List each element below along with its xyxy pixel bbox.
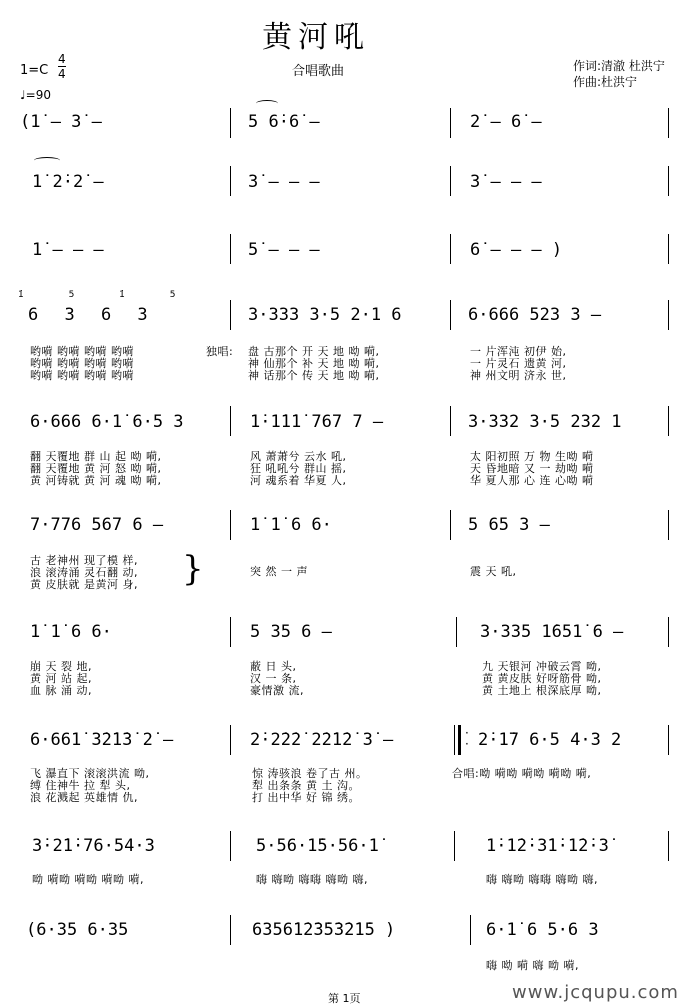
lyricist: 作词:清澈 杜洪宁 <box>573 59 665 73</box>
measure-1-3: 2̇ – 6̇ – <box>470 112 542 132</box>
measure-3-3: 6̇ – – – ) <box>470 240 563 260</box>
measure-6-3: 5 65 3 – <box>468 515 550 535</box>
grace-notes: 1̇ 5 1̇ 5 <box>18 290 197 300</box>
lyrics-block <box>30 346 134 382</box>
lyrics-block <box>482 661 602 697</box>
tempo-marking: ♩=90 <box>20 88 51 102</box>
barline <box>454 831 455 861</box>
barline <box>450 166 451 196</box>
barline <box>230 831 231 861</box>
barline <box>668 831 669 861</box>
meter-top: 4 <box>58 52 66 66</box>
measure-1-1: (1̇ – 3̇ – <box>20 112 102 132</box>
brace-icon: } <box>182 549 204 589</box>
slur <box>34 157 60 164</box>
lyric-line: 黄 皮肤就 是黄河 身, <box>30 578 138 591</box>
lyric-line: 合唱:呦 嗬呦 嗬呦 嗬呦 嗬, <box>452 767 592 780</box>
lyric-line: 哟嗬 哟嗬 哟嗬 哟嗬 <box>30 357 134 370</box>
barline <box>450 406 451 436</box>
lyrics-block <box>250 451 347 487</box>
lyrics-block <box>470 451 593 487</box>
lyric-line: 呦 嗬呦 嗬呦 嗬呦 嗬, <box>32 873 144 886</box>
measure-2-2: 3̇ – – – <box>248 172 320 192</box>
barline <box>668 166 669 196</box>
lyric-line: 太 阳初照 万 物 生呦 嗬 <box>470 450 594 463</box>
measure-4-3: 6·666 523 3 – <box>468 305 602 325</box>
lyric-line: 打 出中华 好 锦 绣。 <box>252 791 360 804</box>
measure-3-2: 5̇ – – – <box>248 240 320 260</box>
credits <box>573 58 665 90</box>
measure-8-3: 2̇·1̇7 6·5 4·3 2 <box>478 730 622 750</box>
lyrics-block <box>252 768 368 804</box>
barline <box>454 725 455 755</box>
barline <box>668 406 669 436</box>
lyric-line: 九 天银河 冲破云霄 呦, <box>482 660 602 673</box>
lyrics-block <box>250 661 304 697</box>
barline <box>230 166 231 196</box>
barline <box>450 510 451 540</box>
lyric-line: 汉 一 条, <box>250 672 297 685</box>
barline <box>450 108 451 138</box>
lyric-line: 盘 古那个 开 天 地 呦 嗬, <box>248 345 380 358</box>
barline <box>668 725 669 755</box>
lyric-line: 惊 涛骇浪 卷了古 州。 <box>252 767 368 780</box>
measure-2-1: 1̇ 2̇·2̇ – <box>32 172 104 192</box>
measure-10-3: 6·1̇ 6 5·6 3 <box>486 920 599 940</box>
lyric-line: 天 昏地暗 又 一 劫呦 嗬 <box>470 462 594 475</box>
measure-9-3: 1̇·1̇2̇·3̇1̇·1̇2̇·3̇ <box>486 836 609 856</box>
lyric-line: 风 萧萧兮 云水 吼, <box>250 450 347 463</box>
measure-8-1: 6·661̇ 3̇2̇1̇3̇ 2̇ – <box>30 730 174 750</box>
measure-8-2: 2̇·2̇2̇2̇ 2̇2̇1̇2̇ 3̇ – <box>250 730 394 750</box>
lyric-line: 狂 吼吼兮 群山 摇, <box>250 462 347 475</box>
repeat-barline <box>458 725 461 755</box>
repeat-dots-icon: · · <box>465 726 469 751</box>
lyric-line: 哟嗬 哟嗬 哟嗬 哟嗬 <box>30 345 134 358</box>
measure-9-1: 3̇·2̇1̇·76·54·3 <box>32 836 155 856</box>
barline <box>668 234 669 264</box>
solo-label: 独唱: <box>206 345 234 358</box>
lyric-line: 浪 花溅起 英雄情 仇, <box>30 791 138 804</box>
barline <box>456 617 457 647</box>
lyric-line: 黄 河 站 起, <box>30 672 92 685</box>
measure-10-1: (6·35 6·35 <box>26 920 129 940</box>
barline <box>230 915 231 945</box>
lyric-line: 豪情激 流, <box>250 684 304 697</box>
lyric-line: 嗨 嗨呦 嗨嗨 嗨呦 嗨, <box>486 873 598 886</box>
lyric-line: 黄 黄皮肤 好呀筋骨 呦, <box>482 672 602 685</box>
measure-7-3: 3·335 1̇651̇ 6 – <box>480 622 624 642</box>
measure-3-1: 1̇ – – – <box>32 240 104 260</box>
barline <box>668 108 669 138</box>
lyrics-block <box>470 346 567 382</box>
measure-6-1: 7·776 567 6 – <box>30 515 164 535</box>
barline <box>470 915 471 945</box>
lyric-line: 一 片浑沌 初伊 始, <box>470 345 567 358</box>
barline <box>230 617 231 647</box>
time-signature <box>58 52 66 81</box>
lyric-line: 突 然 一 声 <box>250 565 308 578</box>
lyric-line: 一 片灵石 遗黄 河, <box>470 357 567 370</box>
barline <box>230 510 231 540</box>
lyric-line: 犁 出条条 黄 土 沟。 <box>252 779 360 792</box>
barline <box>450 300 451 330</box>
meter-bottom: 4 <box>58 67 66 81</box>
lyric-line: 血 脉 涌 动, <box>30 684 92 697</box>
barline <box>230 108 231 138</box>
lyric-line: 古 老神州 现了模 样, <box>30 554 138 567</box>
barline <box>230 406 231 436</box>
lyrics-block <box>30 768 150 804</box>
barline <box>230 234 231 264</box>
lyric-line: 蔽 日 头, <box>250 660 297 673</box>
lyric-line: 飞 瀑直下 滚滚洪流 呦, <box>30 767 150 780</box>
lyric-line: 嗨 嗨呦 嗨嗨 嗨呦 嗨, <box>256 873 368 886</box>
barline <box>668 510 669 540</box>
lyric-line: 神 话那个 传 天 地 呦 嗬, <box>248 369 380 382</box>
lyric-line: 震 天 吼, <box>470 565 517 578</box>
measure-5-2: 1̇·1̇1̇1̇ 767 7 – <box>250 412 384 432</box>
barline <box>668 300 669 330</box>
lyric-line: 神 仙那个 补 天 地 呦 嗬, <box>248 357 380 370</box>
key-signature: 1=C <box>20 63 49 78</box>
measure-7-2: 5 35 6 – <box>250 622 332 642</box>
lyric-line: 浪 滚涛涌 灵石翻 动, <box>30 566 138 579</box>
barline <box>230 725 231 755</box>
lyric-line: 嗨 呦 嗬 嗨 呦 嗬, <box>486 959 579 972</box>
composer: 作曲:杜洪宁 <box>573 75 638 89</box>
measure-10-2: 6356̇1̇2̇3̇5̇3̇2̇1̇5 ) <box>252 920 396 940</box>
measure-4-2: 3·333 3·5 2·1 6 <box>248 305 402 325</box>
lyric-line: 崩 天 裂 地, <box>30 660 92 673</box>
lyrics-block <box>30 555 138 591</box>
barline <box>450 234 451 264</box>
lyrics-block <box>30 451 161 487</box>
lyric-line: 神 州文明 济永 世, <box>470 369 567 382</box>
page-number: 第 1页 <box>328 992 361 1005</box>
measure-9-2: 5·56·1̇5·56·1̇ <box>256 836 379 856</box>
lyric-line: 哟嗬 哟嗬 哟嗬 哟嗬 <box>30 369 134 382</box>
lyric-line: 黄 河铸就 黄 河 魂 呦 嗬, <box>30 474 162 487</box>
measure-7-1: 1̇ 1̇ 6 6· <box>30 622 112 642</box>
measure-4-1: 6 3 6 3 <box>28 305 156 325</box>
measure-1-2: 5 6̇·6̇ – <box>248 112 320 132</box>
song-subtitle: 合唱歌曲 <box>292 64 345 79</box>
lyric-line: 河 魂系着 华夏 人, <box>250 474 347 487</box>
measure-5-1: 6·666 6·1̇ 6·5 3 <box>30 412 184 432</box>
lyric-line: 翻 天覆地 黄 河 怒 呦 嗬, <box>30 462 162 475</box>
song-title: 黄河吼 <box>262 20 370 55</box>
lyrics-block <box>248 346 379 382</box>
site-watermark: www.jcqupu.com <box>512 982 679 1003</box>
slur <box>256 100 278 107</box>
lyric-line: 缚 住神牛 拉 犁 头, <box>30 779 131 792</box>
barline <box>230 300 231 330</box>
measure-5-3: 3·332 3·5 232 1 <box>468 412 622 432</box>
lyrics-block <box>30 661 92 697</box>
barline <box>668 617 669 647</box>
measure-2-3: 3̇ – – – <box>470 172 542 192</box>
lyric-line: 黄 土地上 根深底厚 呦, <box>482 684 602 697</box>
lyric-line: 华 夏人那 心 连 心呦 嗬 <box>470 474 594 487</box>
lyric-line: 翻 天覆地 群 山 起 呦 嗬, <box>30 450 162 463</box>
measure-6-2: 1̇ 1̇ 6 6· <box>250 515 332 535</box>
